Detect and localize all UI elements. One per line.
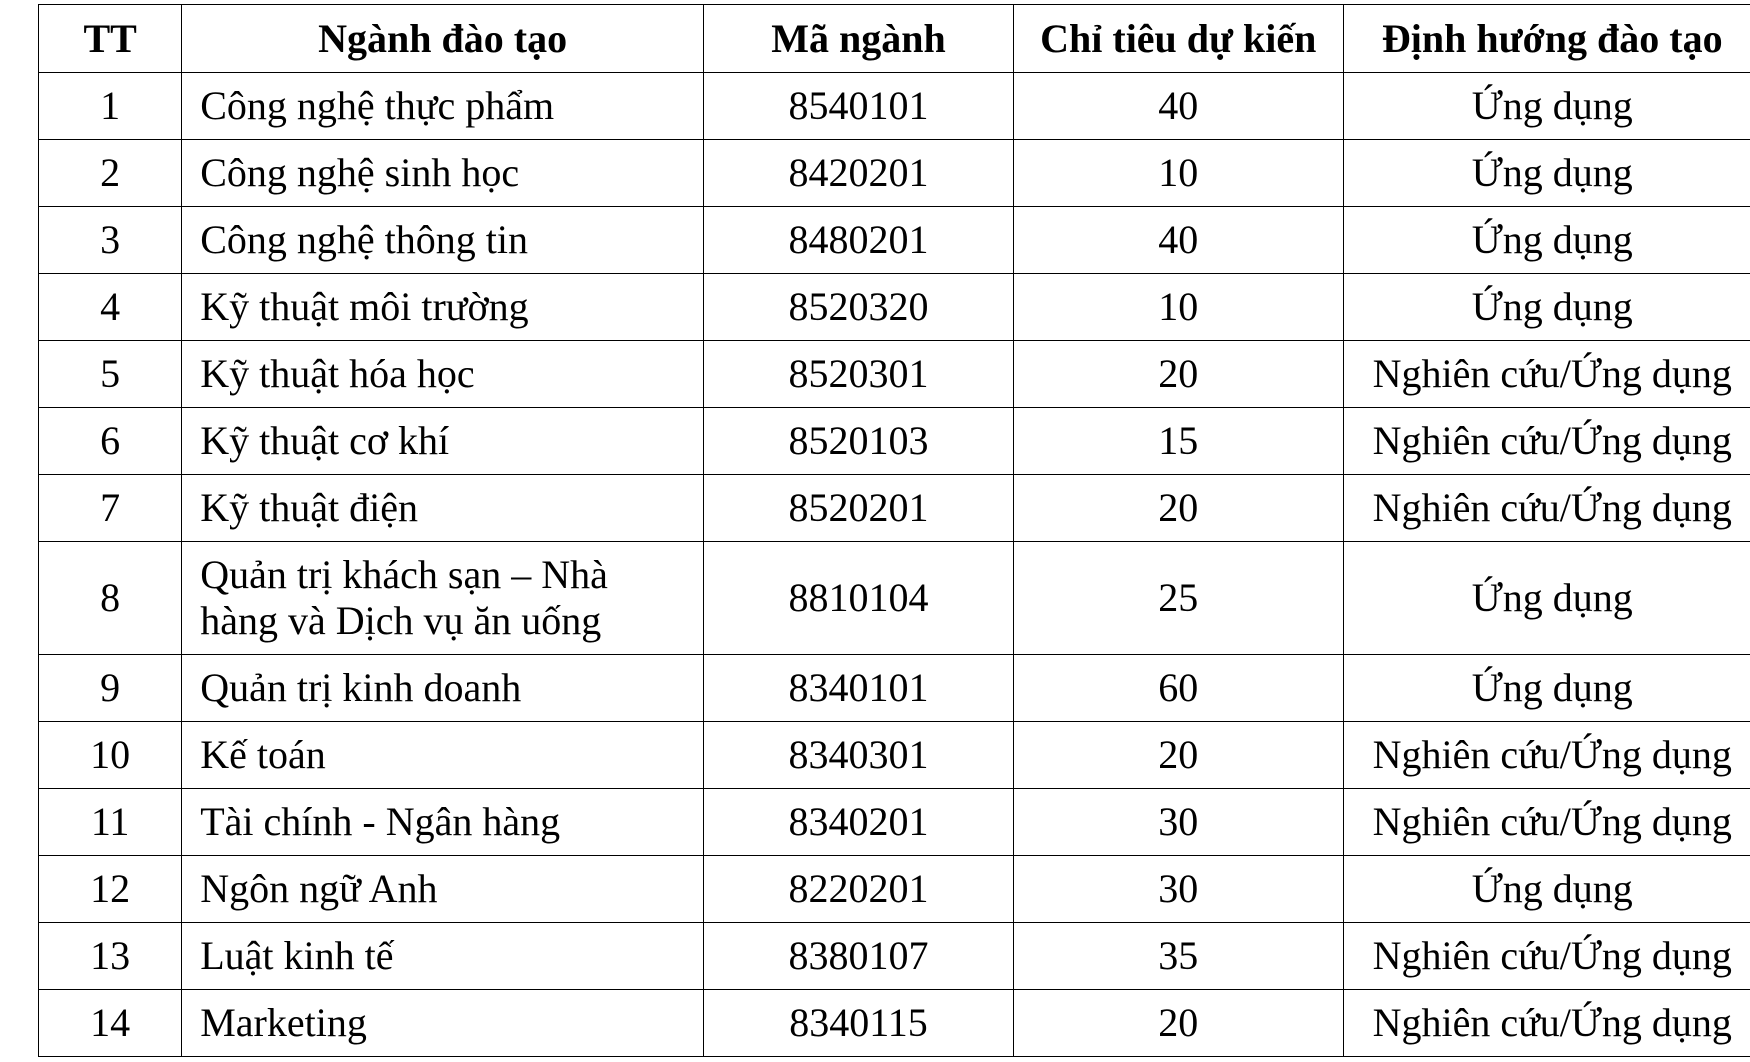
cell-orientation: Nghiên cứu/Ứng dụng [1343,722,1750,789]
cell-quota: 60 [1014,655,1343,722]
table-row [39,207,1750,274]
cell-tt: 9 [39,655,182,722]
cell-tt: 12 [39,856,182,923]
table-row [39,722,1750,789]
table-row [39,408,1750,475]
cell-tt: 5 [39,341,182,408]
cell-tt: 14 [39,990,182,1057]
table-row [39,73,1750,140]
cell-program-name: Kỹ thuật điện [182,475,704,542]
cell-orientation: Nghiên cứu/Ứng dụng [1343,789,1750,856]
cell-quota: 15 [1014,408,1343,475]
cell-program-name: Công nghệ thực phẩm [182,73,704,140]
cell-program-code: 8810104 [704,542,1014,655]
cell-tt: 6 [39,408,182,475]
cell-program-code: 8340301 [704,722,1014,789]
cell-program-name: Kỹ thuật môi trường [182,274,704,341]
cell-quota: 10 [1014,274,1343,341]
cell-program-name: Quản trị kinh doanh [182,655,704,722]
cell-quota: 20 [1014,341,1343,408]
cell-program-name: Kỹ thuật cơ khí [182,408,704,475]
cell-quota: 35 [1014,923,1343,990]
cell-quota: 20 [1014,722,1343,789]
cell-program-code: 8340115 [704,990,1014,1057]
cell-tt: 1 [39,73,182,140]
cell-quota: 40 [1014,73,1343,140]
cell-orientation: Ứng dụng [1343,542,1750,655]
cell-tt: 2 [39,140,182,207]
cell-program-code: 8520320 [704,274,1014,341]
table-row [39,789,1750,856]
cell-program-name: Công nghệ sinh học [182,140,704,207]
cell-orientation: Nghiên cứu/Ứng dụng [1343,408,1750,475]
header-tt: TT [39,5,182,73]
cell-program-code: 8340201 [704,789,1014,856]
cell-tt: 8 [39,542,182,655]
header-program-name: Ngành đào tạo [182,5,704,73]
cell-orientation: Ứng dụng [1343,274,1750,341]
cell-program-name: Marketing [182,990,704,1057]
cell-program-name: Quản trị khách sạn – Nhà hàng và Dịch vụ ăn uống [182,542,704,655]
cell-program-name: Kế toán [182,722,704,789]
cell-orientation: Nghiên cứu/Ứng dụng [1343,475,1750,542]
program-table [38,4,1750,1057]
table-row [39,655,1750,722]
table-row [39,923,1750,990]
cell-program-code: 8340101 [704,655,1014,722]
table-row [39,856,1750,923]
cell-program-name: Công nghệ thông tin [182,207,704,274]
table-header-row [39,5,1750,73]
cell-quota: 30 [1014,789,1343,856]
cell-quota: 30 [1014,856,1343,923]
header-quota: Chỉ tiêu dự kiến [1014,5,1343,73]
cell-program-code: 8520201 [704,475,1014,542]
table-row [39,990,1750,1057]
table-row [39,274,1750,341]
table-row [39,475,1750,542]
table-row [39,140,1750,207]
cell-program-code: 8380107 [704,923,1014,990]
cell-quota: 25 [1014,542,1343,655]
cell-program-name: Kỹ thuật hóa học [182,341,704,408]
cell-program-name: Tài chính - Ngân hàng [182,789,704,856]
cell-orientation: Ứng dụng [1343,140,1750,207]
cell-orientation: Nghiên cứu/Ứng dụng [1343,990,1750,1057]
cell-program-code: 8520301 [704,341,1014,408]
cell-tt: 4 [39,274,182,341]
cell-program-code: 8480201 [704,207,1014,274]
cell-program-code: 8540101 [704,73,1014,140]
cell-tt: 3 [39,207,182,274]
cell-program-code: 8220201 [704,856,1014,923]
cell-tt: 7 [39,475,182,542]
header-orientation: Định hướng đào tạo [1343,5,1750,73]
cell-orientation: Ứng dụng [1343,856,1750,923]
cell-program-name: Ngôn ngữ Anh [182,856,704,923]
cell-tt: 11 [39,789,182,856]
cell-quota: 40 [1014,207,1343,274]
header-program-code: Mã ngành [704,5,1014,73]
cell-quota: 20 [1014,990,1343,1057]
table-row [39,341,1750,408]
cell-tt: 13 [39,923,182,990]
program-table-container [38,4,1750,1057]
cell-quota: 10 [1014,140,1343,207]
cell-program-code: 8520103 [704,408,1014,475]
cell-tt: 10 [39,722,182,789]
cell-orientation: Ứng dụng [1343,73,1750,140]
cell-orientation: Ứng dụng [1343,207,1750,274]
table-row [39,542,1750,655]
cell-orientation: Ứng dụng [1343,655,1750,722]
cell-program-code: 8420201 [704,140,1014,207]
cell-orientation: Nghiên cứu/Ứng dụng [1343,923,1750,990]
cell-program-name: Luật kinh tế [182,923,704,990]
cell-quota: 20 [1014,475,1343,542]
cell-orientation: Nghiên cứu/Ứng dụng [1343,341,1750,408]
